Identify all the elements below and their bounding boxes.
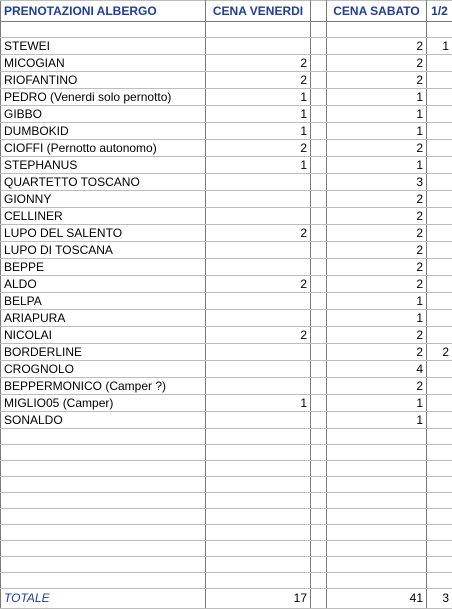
empty-cell[interactable] — [427, 461, 452, 477]
friday-dinner-cell[interactable] — [206, 378, 311, 395]
empty-row — [1, 557, 452, 573]
empty-cell[interactable] — [311, 509, 327, 525]
guest-name-cell[interactable]: ARIAPURA — [1, 310, 206, 327]
empty-cell[interactable] — [206, 509, 311, 525]
empty-cell[interactable] — [327, 445, 427, 461]
half-board-cell[interactable] — [427, 157, 452, 174]
empty-cell[interactable] — [311, 378, 327, 395]
empty-cell[interactable] — [206, 22, 311, 38]
empty-cell[interactable] — [311, 276, 327, 293]
empty-cell[interactable] — [311, 157, 327, 174]
saturday-dinner-cell[interactable]: 2 — [327, 344, 427, 361]
saturday-dinner-cell[interactable]: 4 — [327, 361, 427, 378]
empty-row — [1, 477, 452, 493]
table-row — [1, 242, 452, 259]
friday-dinner-cell[interactable] — [206, 191, 311, 208]
half-board-cell[interactable] — [427, 276, 452, 293]
saturday-dinner-cell[interactable]: 1 — [327, 395, 427, 412]
guest-name-cell[interactable]: QUARTETTO TOSCANO — [1, 174, 206, 191]
empty-cell[interactable] — [311, 493, 327, 509]
empty-cell[interactable] — [311, 140, 327, 157]
empty-cell[interactable] — [311, 123, 327, 140]
empty-cell[interactable] — [206, 541, 311, 557]
total-half-cell[interactable]: 3 — [427, 589, 452, 609]
empty-cell[interactable] — [311, 242, 327, 259]
empty-cell[interactable] — [311, 445, 327, 461]
empty-cell[interactable] — [1, 445, 206, 461]
empty-cell[interactable] — [311, 55, 327, 72]
table-row — [1, 361, 452, 378]
saturday-dinner-cell[interactable]: 2 — [327, 242, 427, 259]
saturday-dinner-cell[interactable]: 2 — [327, 259, 427, 276]
empty-cell[interactable] — [311, 174, 327, 191]
half-board-cell[interactable] — [427, 208, 452, 225]
empty-cell[interactable] — [427, 509, 452, 525]
guest-name-cell[interactable]: PEDRO (Venerdi solo pernotto) — [1, 89, 206, 106]
table-row — [1, 55, 452, 72]
empty-cell[interactable] — [206, 493, 311, 509]
empty-cell[interactable] — [311, 412, 327, 429]
saturday-dinner-cell[interactable]: 2 — [327, 72, 427, 89]
empty-cell[interactable] — [311, 293, 327, 310]
saturday-dinner-cell[interactable]: 2 — [327, 327, 427, 344]
empty-cell[interactable] — [206, 461, 311, 477]
empty-cell[interactable] — [427, 525, 452, 541]
friday-dinner-cell[interactable] — [206, 174, 311, 191]
empty-row — [1, 509, 452, 525]
friday-dinner-cell[interactable] — [206, 242, 311, 259]
empty-cell[interactable] — [1, 429, 206, 445]
guest-name-cell[interactable]: STEWEI — [1, 38, 206, 55]
empty-cell[interactable] — [427, 573, 452, 589]
guest-name-cell[interactable]: BELPA — [1, 293, 206, 310]
table-row — [1, 378, 452, 395]
empty-cell[interactable] — [327, 429, 427, 445]
total-label-cell[interactable]: TOTALE — [1, 589, 206, 609]
empty-cell[interactable] — [327, 541, 427, 557]
empty-cell[interactable] — [1, 477, 206, 493]
half-board-cell[interactable] — [427, 361, 452, 378]
header-gap-cell[interactable] — [311, 1, 327, 22]
table-row — [1, 157, 452, 174]
empty-row — [1, 573, 452, 589]
friday-dinner-cell[interactable] — [206, 259, 311, 276]
half-board-cell[interactable] — [427, 106, 452, 123]
friday-dinner-cell[interactable] — [206, 412, 311, 429]
empty-cell[interactable] — [1, 493, 206, 509]
table-row — [1, 106, 452, 123]
empty-row — [1, 525, 452, 541]
friday-dinner-cell[interactable]: 2 — [206, 225, 311, 242]
empty-cell[interactable] — [311, 429, 327, 445]
empty-cell[interactable] — [311, 208, 327, 225]
empty-cell[interactable] — [311, 461, 327, 477]
guest-name-cell[interactable]: SONALDO — [1, 412, 206, 429]
empty-cell[interactable] — [1, 541, 206, 557]
table-row — [1, 310, 452, 327]
saturday-dinner-cell[interactable]: 1 — [327, 412, 427, 429]
saturday-dinner-cell[interactable]: 2 — [327, 276, 427, 293]
empty-cell[interactable] — [311, 395, 327, 412]
empty-cell[interactable] — [311, 525, 327, 541]
booking-table-body — [1, 1, 452, 609]
header-row — [1, 1, 452, 22]
half-board-cell[interactable] — [427, 293, 452, 310]
empty-cell[interactable] — [311, 557, 327, 573]
half-board-cell[interactable] — [427, 140, 452, 157]
table-row — [1, 395, 452, 412]
table-row — [1, 208, 452, 225]
header-half-cell[interactable]: 1/2 — [427, 1, 452, 22]
half-board-cell[interactable] — [427, 55, 452, 72]
saturday-dinner-cell[interactable]: 3 — [327, 174, 427, 191]
empty-cell[interactable] — [327, 477, 427, 493]
guest-name-cell[interactable]: CELLINER — [1, 208, 206, 225]
half-board-cell[interactable] — [427, 378, 452, 395]
table-row — [1, 140, 452, 157]
half-board-cell[interactable] — [427, 310, 452, 327]
empty-cell[interactable] — [311, 310, 327, 327]
guest-name-cell[interactable]: CIOFFI (Pernotto autonomo) — [1, 140, 206, 157]
table-row — [1, 72, 452, 89]
empty-cell[interactable] — [311, 225, 327, 242]
half-board-cell[interactable]: 2 — [427, 344, 452, 361]
guest-name-cell[interactable]: MIGLIO05 (Camper) — [1, 395, 206, 412]
table-row — [1, 123, 452, 140]
saturday-dinner-cell[interactable]: 2 — [327, 378, 427, 395]
empty-cell[interactable] — [427, 541, 452, 557]
empty-cell[interactable] — [1, 461, 206, 477]
half-board-cell[interactable] — [427, 72, 452, 89]
empty-cell[interactable] — [311, 541, 327, 557]
empty-cell[interactable] — [311, 38, 327, 55]
saturday-dinner-cell[interactable]: 1 — [327, 157, 427, 174]
friday-dinner-cell[interactable]: 1 — [206, 157, 311, 174]
saturday-dinner-cell[interactable]: 1 — [327, 89, 427, 106]
table-row — [1, 225, 452, 242]
empty-cell[interactable] — [427, 477, 452, 493]
half-board-cell[interactable] — [427, 225, 452, 242]
half-board-cell[interactable] — [427, 123, 452, 140]
empty-cell[interactable] — [311, 327, 327, 344]
empty-cell[interactable] — [327, 493, 427, 509]
empty-cell[interactable] — [311, 361, 327, 378]
friday-dinner-cell[interactable]: 1 — [206, 123, 311, 140]
friday-dinner-cell[interactable]: 1 — [206, 89, 311, 106]
half-board-cell[interactable] — [427, 412, 452, 429]
guest-name-cell[interactable]: MICOGIAN — [1, 55, 206, 72]
guest-name-cell[interactable]: ALDO — [1, 276, 206, 293]
guest-name-cell[interactable]: CROGNOLO — [1, 361, 206, 378]
table-row — [1, 191, 452, 208]
saturday-dinner-cell[interactable]: 1 — [327, 293, 427, 310]
empty-cell[interactable] — [1, 22, 206, 38]
table-row — [1, 344, 452, 361]
empty-cell[interactable] — [427, 493, 452, 509]
empty-cell[interactable] — [1, 557, 206, 573]
table-row — [1, 174, 452, 191]
friday-dinner-cell[interactable]: 2 — [206, 72, 311, 89]
empty-cell[interactable] — [311, 72, 327, 89]
empty-cell[interactable] — [427, 445, 452, 461]
empty-row — [1, 541, 452, 557]
empty-row — [1, 461, 452, 477]
empty-cell[interactable] — [311, 477, 327, 493]
friday-dinner-cell[interactable]: 2 — [206, 140, 311, 157]
empty-cell[interactable] — [327, 509, 427, 525]
half-board-cell[interactable] — [427, 242, 452, 259]
empty-cell[interactable] — [311, 191, 327, 208]
table-row — [1, 293, 452, 310]
empty-cell[interactable] — [327, 573, 427, 589]
header-saturday-cell[interactable]: CENA SABATO — [327, 1, 427, 22]
guest-name-cell[interactable]: RIOFANTINO — [1, 72, 206, 89]
table-row — [1, 259, 452, 276]
friday-dinner-cell[interactable] — [206, 310, 311, 327]
table-row — [1, 89, 452, 106]
empty-cell[interactable] — [311, 344, 327, 361]
guest-name-cell[interactable]: GIONNY — [1, 191, 206, 208]
saturday-dinner-cell[interactable]: 2 — [327, 225, 427, 242]
friday-dinner-cell[interactable]: 2 — [206, 55, 311, 72]
total-friday-cell[interactable]: 17 — [206, 589, 311, 609]
empty-cell[interactable] — [206, 477, 311, 493]
empty-cell[interactable] — [206, 573, 311, 589]
empty-cell[interactable] — [1, 509, 206, 525]
guest-name-cell[interactable]: DUMBOKID — [1, 123, 206, 140]
saturday-dinner-cell[interactable]: 1 — [327, 310, 427, 327]
header-friday-cell[interactable]: CENA VENERDI — [206, 1, 311, 22]
empty-row — [1, 445, 452, 461]
empty-cell[interactable] — [206, 445, 311, 461]
friday-dinner-cell[interactable] — [206, 208, 311, 225]
empty-cell[interactable] — [1, 573, 206, 589]
table-row — [1, 412, 452, 429]
empty-cell[interactable] — [427, 557, 452, 573]
empty-cell[interactable] — [1, 525, 206, 541]
half-board-cell[interactable]: 1 — [427, 38, 452, 55]
saturday-dinner-cell[interactable]: 2 — [327, 208, 427, 225]
guest-name-cell[interactable]: BORDERLINE — [1, 344, 206, 361]
friday-dinner-cell[interactable]: 1 — [206, 395, 311, 412]
guest-name-cell[interactable]: BEPPERMONICO (Camper ?) — [1, 378, 206, 395]
empty-cell[interactable] — [427, 429, 452, 445]
spacer-row — [1, 22, 452, 38]
half-board-cell[interactable] — [427, 89, 452, 106]
guest-name-cell[interactable]: GIBBO — [1, 106, 206, 123]
table-row — [1, 38, 452, 55]
table-row — [1, 327, 452, 344]
table-row — [1, 276, 452, 293]
empty-cell[interactable] — [206, 525, 311, 541]
saturday-dinner-cell[interactable]: 2 — [327, 55, 427, 72]
guest-name-cell[interactable]: BEPPE — [1, 259, 206, 276]
total-saturday-cell[interactable]: 41 — [327, 589, 427, 609]
empty-cell[interactable] — [206, 429, 311, 445]
half-board-cell[interactable] — [427, 191, 452, 208]
guest-name-cell[interactable]: LUPO DEL SALENTO — [1, 225, 206, 242]
saturday-dinner-cell[interactable]: 2 — [327, 140, 427, 157]
empty-cell[interactable] — [311, 259, 327, 276]
empty-row — [1, 493, 452, 509]
saturday-dinner-cell[interactable]: 1 — [327, 106, 427, 123]
saturday-dinner-cell[interactable]: 2 — [327, 191, 427, 208]
empty-cell[interactable] — [311, 89, 327, 106]
saturday-dinner-cell[interactable]: 2 — [327, 38, 427, 55]
empty-cell[interactable] — [327, 461, 427, 477]
saturday-dinner-cell[interactable]: 1 — [327, 123, 427, 140]
friday-dinner-cell[interactable] — [206, 344, 311, 361]
empty-cell[interactable] — [311, 106, 327, 123]
friday-dinner-cell[interactable] — [206, 293, 311, 310]
empty-cell[interactable] — [427, 22, 452, 38]
guest-name-cell[interactable]: NICOLAI — [1, 327, 206, 344]
half-board-cell[interactable] — [427, 174, 452, 191]
empty-cell[interactable] — [311, 573, 327, 589]
header-name-cell[interactable]: PRENOTAZIONI ALBERGO — [1, 1, 206, 22]
guest-name-cell[interactable]: STEPHANUS — [1, 157, 206, 174]
half-board-cell[interactable] — [427, 259, 452, 276]
friday-dinner-cell[interactable]: 2 — [206, 327, 311, 344]
empty-cell[interactable] — [327, 557, 427, 573]
empty-cell[interactable] — [206, 557, 311, 573]
friday-dinner-cell[interactable] — [206, 361, 311, 378]
empty-cell[interactable] — [311, 22, 327, 38]
empty-row — [1, 429, 452, 445]
half-board-cell[interactable] — [427, 395, 452, 412]
half-board-cell[interactable] — [427, 327, 452, 344]
friday-dinner-cell[interactable]: 1 — [206, 106, 311, 123]
friday-dinner-cell[interactable]: 2 — [206, 276, 311, 293]
friday-dinner-cell[interactable] — [206, 38, 311, 55]
empty-cell[interactable] — [327, 22, 427, 38]
guest-name-cell[interactable]: LUPO DI TOSCANA — [1, 242, 206, 259]
empty-cell[interactable] — [327, 525, 427, 541]
